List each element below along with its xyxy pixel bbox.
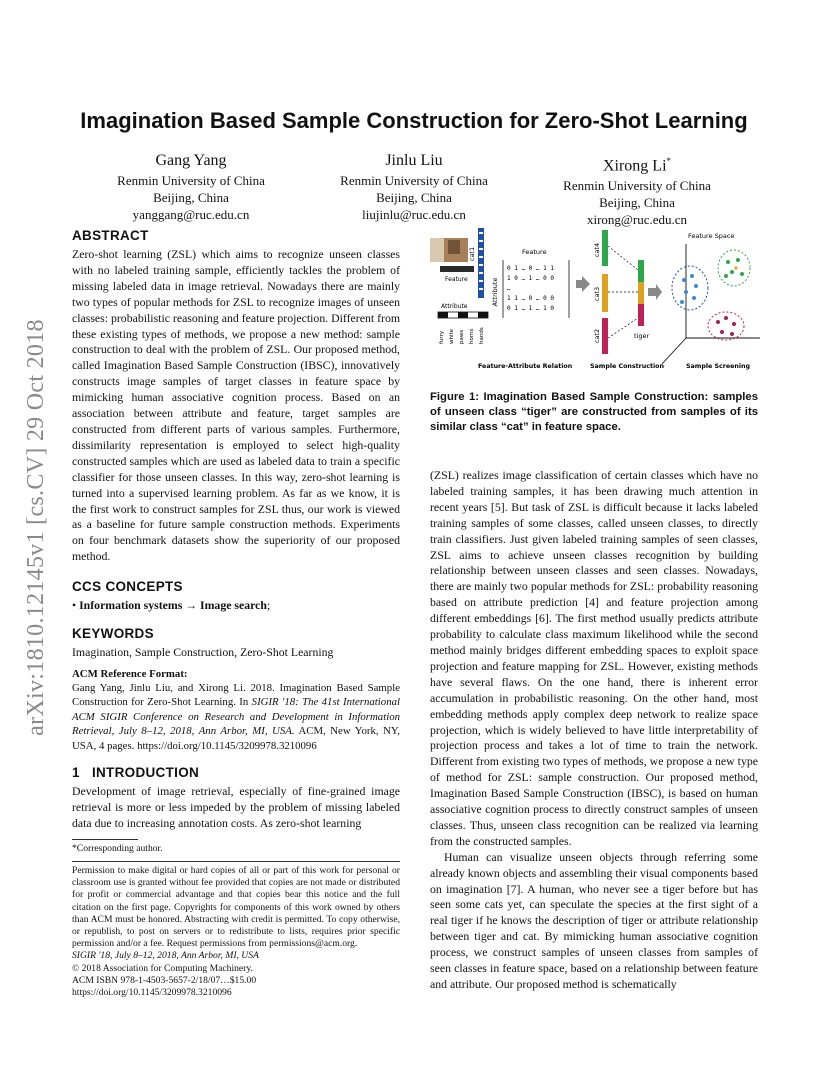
section-label-construction: Sample Construction — [590, 363, 664, 370]
author-location: Beijing, China — [376, 190, 452, 205]
footnote-rule — [72, 839, 138, 840]
paper-title: Imagination Based Sample Construction for Zero-Shot Learning — [80, 108, 748, 133]
introduction-text-right-2: Human can visualize unseen objects through referring some already known objects and assembling their visual components based on imagination [7]. A human, who never see a tiger before but has seen some cats yet, can speculate the species at the first sight of a real tiger if he knows the description of tiger or attribute relationship between tiger and cat. By mimicking human associative cognition process, we construct samples of unseen classes from samples of seen classes in feature space, based on a relationship between feature and attribute. Our proposed method is schematically — [430, 849, 758, 991]
acm-reference-authors: Gang Yang, Jinlu Liu, and Xirong Li. 2018. Imagination Based Sample Construction for Zero-Shot Learning. In — [72, 681, 400, 709]
tiger-vector-part — [638, 282, 644, 304]
introduction-text-right-1: (ZSL) realizes image classification of certain classes which have no labeled training samples, it has been drawing much attention in recent years [5]. But task of ZSL is difficult because it lacks labeled training samples of some classes, called unseen classes, to directly train classifiers. Just given labeled training samples of seen classes, ZSL aims to achieve unseen classes recognition by building relationship between unseen classes and seen classes. Nowadays, there are mainly two popular methods for ZSL: probability reasoning based on attribute prediction [4] and feature projection among different embeddings [6]. The first method usually predicts attribute probability to calculate class maximum likelihood while the second method mainly bridges different embedding spaces to exploit space projection and feature mapping for ZSL. However, existing methods have several flaws. On the one hand, there is inherent error accumulation in probabilistic reasoning. On the other hand, most embedding methods apply complex deep network to realize space projection, which is widely believed to have little interpretability of projection process and takes a lot of time to train the network. Different from existing two types of methods, we propose a new type of method for ZSL: sample construction. Our proposed method, Imagination Based Sample Construction (IBSC), is based on human associative cognition process to directly construct samples of unseen classes. Thus, unseen class recognition can be realized via learning from the constructed samples. — [430, 468, 758, 848]
attribute-words — [439, 327, 485, 344]
construction-links — [608, 246, 638, 338]
attribute-cell — [478, 312, 488, 318]
figure-1-diagram — [426, 226, 762, 374]
matrix-row: 1 0 … 1 … 0 0 — [507, 275, 554, 282]
green-cluster — [718, 250, 750, 286]
feature-box-label: Feature — [445, 276, 468, 283]
matrix-row: 1 1 … 0 … 0 0 — [507, 295, 554, 302]
keywords-text: Imagination, Sample Construction, Zero-Shot Learning — [72, 645, 334, 660]
cat2-vector — [602, 318, 608, 354]
green-cluster-points — [724, 258, 744, 278]
cat4-vector — [602, 230, 608, 266]
attribute-cell — [438, 312, 448, 318]
author-email: xirong@ruc.edu.cn — [586, 212, 688, 228]
acm-reference-text — [72, 681, 400, 753]
orange-point — [734, 266, 737, 269]
matrix-attribute-label: Attribute — [491, 277, 499, 307]
isbn-line: ACM ISBN 978-1-4503-5657-2/18/07…$15.00 — [72, 974, 257, 986]
process-arrow — [576, 276, 590, 292]
section-label-screening: Sample Screening — [686, 363, 751, 370]
matrix-row: … — [507, 285, 511, 292]
attribute-word: hands — [479, 327, 485, 344]
ccs-end: ; — [266, 598, 271, 613]
permission-rule — [72, 861, 400, 862]
red-cluster-points — [716, 316, 736, 336]
ccs-concept: Information systems — [79, 598, 183, 613]
author-affiliation: Renmin University of China — [340, 173, 488, 188]
matrix-row: 0 1 … 1 … 1 0 — [507, 305, 554, 312]
matrix-row: 0 1 … 0 … 1 1 — [507, 265, 554, 272]
tiger-label: tiger — [634, 332, 650, 340]
matrix-feature-label: Feature — [522, 248, 547, 256]
copyright-line: © 2018 Association for Computing Machinery. — [72, 962, 253, 974]
ccs-arrow: → — [185, 598, 198, 613]
abstract-text: Zero-shot learning (ZSL) which aims to recognize unseen classes with no labeled training sample, efficiently tackles the problem of missing labeled data in image retrieval. Nowadays there are mainly two types of popular methods for ZSL to recognize images of unseen classes: probabilistic reasoning and feature projection. Different from these existing types of methods, we propose a new method: sample construction to deal with the problem of ZSL. Our proposed method, called Imagination Based Sample Construction (IBSC), innovatively constructs image samples of target classes in feature space by mimicking human associative cognition process. Based on an association between attribute and feature, target samples are constructed from different parts of various samples. Furthermore, dissimilarity representation is employed to select high-quality constructed samples which are used as labeled data to train a specific classifier for those unseen classes. In this way, zero-shot learning is turned into a supervised learning problem. As far as we know, it is the first work to construct samples for ZSL thus, our work is viewed as a baseline for future sample construction methods. Experiments on four benchmark datasets show the superiority of our proposed method. — [72, 247, 401, 564]
ccs-heading: CCS CONCEPTS — [72, 579, 183, 595]
cat3-label: cat3 — [593, 286, 601, 302]
author-affiliation: Renmin University of China — [117, 173, 265, 188]
attribute-word: horns — [469, 328, 475, 344]
acm-reference-publisher: ACM, New York, NY, USA, 4 pages. https://doi.org/10.1145/3209978.3210096 — [72, 725, 400, 752]
author-affiliation: Renmin University of China — [563, 178, 711, 194]
introduction-text-left: Development of image retrieval, especially of fine-grained image retrieval is more or less impeded by the problem of missing labeled data due to increasing annotation costs. As zero-shot learning — [72, 783, 400, 830]
author-email: liujinlu@ruc.edu.cn — [362, 207, 466, 222]
feature-space-label: Feature Space — [688, 232, 735, 240]
author-block-3 — [527, 150, 747, 228]
cat-photo-detail — [430, 238, 444, 262]
author-location: Beijing, China — [599, 195, 675, 211]
attribute-cell — [458, 312, 468, 318]
author-name-line — [527, 150, 747, 177]
permission-notice: Permission to make digital or hard copies of all or part of this work for personal or classroom use is granted without fee provided that copies are not made or distributed for profit or commercial advantage and that copies bear this notice and the full citation on the first page. Copyrights for components of this work owned by others than ACM must be honored. Abstracting with credit is permitted. To copy otherwise, or republish, to post on servers or to redistribute to lists, requires prior specific permission and/or a fee. Request permissions from permissions@acm.org. — [72, 864, 400, 950]
ccs-bullet: • — [72, 598, 77, 613]
ccs-line — [72, 598, 400, 614]
matrix-rows — [507, 265, 554, 312]
conference-line: SIGIR '18, July 8–12, 2018, Ann Arbor, MI, USA — [72, 950, 259, 962]
cat4-label: cat4 — [593, 242, 601, 258]
right-column — [430, 468, 758, 993]
author-name: Gang Yang — [155, 152, 227, 169]
abstract-heading: ABSTRACT — [72, 228, 149, 243]
blue-cluster-points — [680, 274, 698, 304]
cat1-label: cat1 — [468, 246, 476, 262]
author-name: Xirong Li — [602, 157, 667, 175]
attribute-box-label: Attribute — [441, 303, 468, 310]
arxiv-identifier — [16, 292, 56, 762]
cat1-feature-vector — [478, 228, 484, 298]
attribute-word: furry — [439, 330, 445, 344]
corresponding-mark: * — [666, 156, 672, 166]
introduction-heading: 1 INTRODUCTION — [72, 764, 200, 780]
screening-arrow — [648, 284, 662, 300]
tiger-vector-part — [638, 260, 644, 282]
cat3-vector — [602, 274, 608, 312]
axis-z — [662, 338, 686, 364]
attribute-word: paws — [459, 329, 465, 344]
section-label-relation: Feature-Attribute Relation — [478, 363, 573, 370]
keywords-heading: KEYWORDS — [72, 626, 154, 642]
author-location: Beijing, China — [153, 190, 229, 205]
arxiv-identifier-text: arXiv:1810.12145v1 [cs.CV] 29 Oct 2018 — [22, 318, 49, 736]
acm-reference-venue: SIGIR '18: The 41st International ACM SIGIR Conference on Research and Development in Information Retrieval, July 8–12, 2018, Ann Arbor, MI, USA. — [72, 696, 401, 738]
attribute-word: white — [449, 328, 455, 344]
acm-reference-heading: ACM Reference Format: — [72, 667, 188, 680]
left-column — [72, 228, 400, 999]
figure-1-caption: Figure 1: Imagination Based Sample Construction: samples of unseen class “tiger” are constructed from samples of its similar class “cat” in feature space. — [430, 391, 758, 433]
ccs-subconcept: Image search — [200, 598, 267, 613]
author-name: Jinlu Liu — [385, 152, 443, 169]
doi-line: https://doi.org/10.1145/3209978.3210096 — [72, 986, 232, 998]
cat-photo-detail — [448, 240, 460, 254]
author-email: yanggang@ruc.edu.cn — [132, 207, 250, 222]
tiger-vector-part — [638, 304, 644, 326]
author-block-2 — [304, 150, 524, 223]
author-block-1 — [81, 150, 301, 223]
corresponding-author-footnote: *Corresponding author. — [72, 842, 163, 854]
blue-cluster — [672, 266, 708, 310]
feature-bar — [440, 266, 474, 272]
cat2-label: cat2 — [593, 328, 601, 344]
